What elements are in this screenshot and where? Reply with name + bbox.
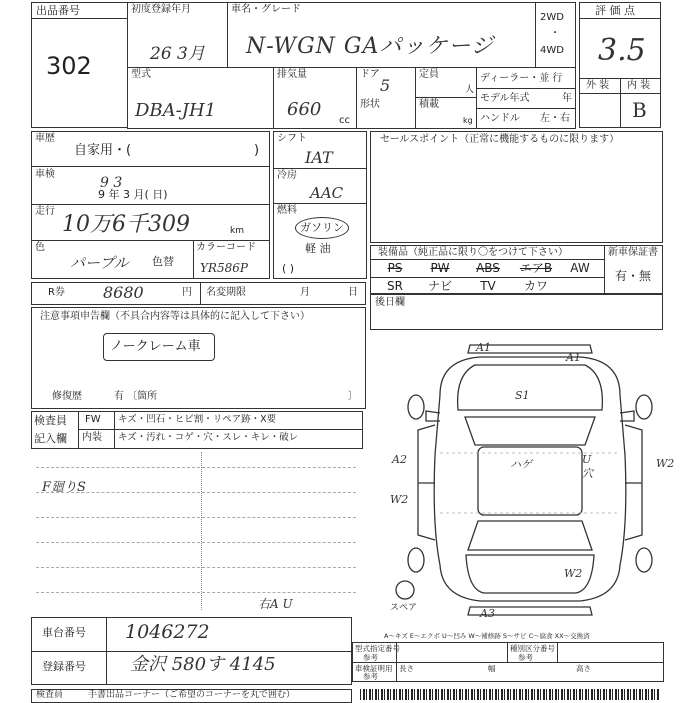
car-diagram xyxy=(380,335,680,620)
inspector-label-1: 検査員 xyxy=(34,414,67,427)
wheel-front-right xyxy=(636,395,652,419)
cert-label: 車検証明用 xyxy=(355,664,393,673)
mileage-label: 走行 xyxy=(35,206,55,217)
category-sub: 参考 xyxy=(518,653,533,662)
fuel-gasoline-circle xyxy=(295,217,349,239)
footer-label: 検査員 xyxy=(36,690,64,700)
deadline-month: 月 xyxy=(300,287,310,298)
car-rear-window xyxy=(468,521,592,550)
drive-2wd: 2WD xyxy=(540,12,564,23)
color-value: パープル xyxy=(70,254,129,272)
category-label: 種別区分番号 xyxy=(510,644,555,653)
fuel-label: 燃料 xyxy=(277,205,297,216)
repair-value: 有 〔箇所 xyxy=(114,391,158,402)
deadline-label: 名変期限 xyxy=(206,287,246,298)
lot-label: 出品番号 xyxy=(36,4,80,17)
inspector-label-2: 記入欄 xyxy=(34,432,67,445)
spare-label: スペア xyxy=(390,603,418,613)
reg-label: 登録番号 xyxy=(42,660,86,673)
wheel-front-left xyxy=(408,395,424,419)
mark-rear-w2: W2 xyxy=(564,567,583,580)
footer-text: 手書出品コーナー（ご希望のコーナーを丸で囲む） xyxy=(88,690,296,700)
displacement-unit: cc xyxy=(339,115,350,126)
history-value: 自家用・( xyxy=(74,143,132,158)
car-body-outline xyxy=(434,357,626,601)
designation-label: 型式指定番号 xyxy=(355,644,400,653)
width-label: 幅 xyxy=(488,664,496,673)
barcode xyxy=(360,689,660,700)
mark-rear-a3: A3 xyxy=(480,607,495,620)
history-box xyxy=(31,131,270,279)
inspection-value: 9 年 3 月( 日) xyxy=(98,188,168,201)
later-box xyxy=(370,294,663,330)
notes-title: 注意事項申告欄（不具合内容等は具体的に記入して下さい） xyxy=(40,311,310,322)
warranty-value: 有・無 xyxy=(615,269,652,283)
damage-legend: A～キズ E～エクボ U～凹み W～補修跡 S～サビ C～腐食 XX～交換済 xyxy=(384,632,590,640)
shift-value: IAT xyxy=(305,148,333,167)
spare-note: 右A U xyxy=(258,597,293,611)
mileage-value: 10万6千309 xyxy=(62,212,190,237)
interior-value: B xyxy=(632,98,647,122)
shift-label: シフト xyxy=(277,133,307,144)
first-reg-value: 26 3月 xyxy=(150,44,205,64)
model-value: N-WGN GAパッケージ xyxy=(246,34,494,59)
mark-hood-s1: S1 xyxy=(515,389,530,402)
displacement-value: 660 xyxy=(287,99,322,120)
equip-aw: AW xyxy=(570,261,590,275)
load-label: 積載 xyxy=(419,99,439,110)
fuel-paren: ( ) xyxy=(282,262,295,275)
mileage-unit: km xyxy=(230,226,244,236)
inspector-row2-text: キズ・汚れ・コゲ・穴・スレ・キレ・破レ xyxy=(118,432,299,443)
recycle-unit: 円 xyxy=(182,287,192,298)
first-reg-label: 初度登録年月 xyxy=(131,4,191,15)
mark-roof-hage: ハゲ xyxy=(510,458,532,471)
capacity-unit: 人 xyxy=(465,85,475,95)
fuel-gasoline: ガソリン xyxy=(300,221,344,234)
equip-ps: PS xyxy=(387,261,403,275)
designation-sub: 参考 xyxy=(363,653,378,662)
car-hood xyxy=(458,365,603,410)
mark-front-a1: A1 xyxy=(476,341,491,354)
wheel-rear-left xyxy=(408,548,424,572)
equip-tv: TV xyxy=(480,279,496,293)
dealer-label: ディーラー・並 行 xyxy=(480,73,563,84)
car-windshield xyxy=(465,417,595,445)
score-label: 評 価 点 xyxy=(595,4,635,17)
mark-left-w2: W2 xyxy=(390,493,409,506)
color-code-label: カラーコード xyxy=(196,242,256,253)
displacement-label: 排気量 xyxy=(277,69,307,80)
chassis-label: 車台番号 xyxy=(42,626,86,639)
ac-value: AAC xyxy=(310,184,344,202)
deadline-day: 日 xyxy=(348,287,358,298)
spare-tire xyxy=(396,581,414,599)
drive-dot: ・ xyxy=(550,28,560,39)
history-close: ) xyxy=(254,143,260,158)
reg-value: 金沢 580す 4145 xyxy=(130,654,276,675)
recycle-box xyxy=(31,282,366,305)
repair-close: 〕 xyxy=(348,391,358,402)
equipment-title: 装備品（純正品に限り〇をつけて下さい） xyxy=(378,247,568,258)
model-year-label: モデル年式 xyxy=(480,93,530,104)
interior-label: 内 装 xyxy=(627,80,651,91)
wheel-rear-right xyxy=(636,548,652,572)
doors-label: ドア xyxy=(360,69,380,80)
mark-right-u: U xyxy=(582,453,592,466)
lot-number: 302 xyxy=(46,52,92,80)
doors-value: 5 xyxy=(380,76,391,95)
equip-airbag: エアB xyxy=(519,261,553,275)
inspector-row1-tag: FW xyxy=(85,414,101,425)
handwritten-note: F廻りS xyxy=(42,480,86,495)
equip-sr: SR xyxy=(387,279,403,293)
inspector-row1-text: キズ・凹石・ヒビ割・リペア跡・X要 xyxy=(118,414,277,425)
recycle-value: 8680 xyxy=(103,283,144,302)
color-change-label: 色替 xyxy=(152,255,174,268)
shape-label: 形状 xyxy=(360,99,380,110)
height-label: 高さ xyxy=(576,664,591,673)
model-label: 車名・グレード xyxy=(231,4,301,15)
type-label: 型式 xyxy=(131,69,151,80)
equip-pw: PW xyxy=(430,261,450,275)
equip-leather: カワ xyxy=(523,279,548,293)
inspection-label: 車検 xyxy=(35,169,55,180)
drive-4wd: 4WD xyxy=(540,45,564,56)
mark-left-a2: A2 xyxy=(392,453,407,466)
handle-value: 左・右 xyxy=(540,113,570,124)
equip-navi: ナビ xyxy=(427,279,452,293)
type-value: DBA-JH1 xyxy=(135,100,217,121)
inspector-row2-tag: 内装 xyxy=(82,432,102,443)
score-value: 3.5 xyxy=(598,33,646,68)
sales-point-box xyxy=(370,131,663,243)
recycle-label: R券 xyxy=(48,287,65,298)
later-label: 後日欄 xyxy=(375,297,405,308)
mark-right-a1: A1 xyxy=(566,351,581,364)
equip-abs: ABS xyxy=(476,261,500,275)
history-label: 車歴 xyxy=(35,133,55,144)
color-label: 色 xyxy=(35,242,45,253)
no-claim-text: ノークレーム車 xyxy=(110,339,201,354)
sales-point-label: セールスポイント（正常に機能するものに限ります） xyxy=(380,134,620,145)
warranty-label: 新車保証書 xyxy=(608,247,658,258)
color-code-value: YR586P xyxy=(200,261,248,275)
ac-label: 冷房 xyxy=(277,170,297,181)
cert-sub: 参考 xyxy=(363,672,378,681)
exterior-label: 外 装 xyxy=(586,80,610,91)
chassis-value: 1046272 xyxy=(125,621,210,643)
capacity-label: 定員 xyxy=(419,69,439,80)
model-year-unit: 年 xyxy=(562,93,572,104)
length-label: 長さ xyxy=(399,664,414,673)
handle-label: ハンドル xyxy=(480,113,520,124)
inspection-handwritten: 9 3 xyxy=(100,175,123,191)
fuel-diesel: 軽 油 xyxy=(305,242,331,255)
mark-right-hole: 穴 xyxy=(582,467,593,480)
repair-label: 修復歴 xyxy=(52,391,82,402)
load-unit: kg xyxy=(463,116,473,125)
mark-right-w2: W2 xyxy=(656,457,675,470)
